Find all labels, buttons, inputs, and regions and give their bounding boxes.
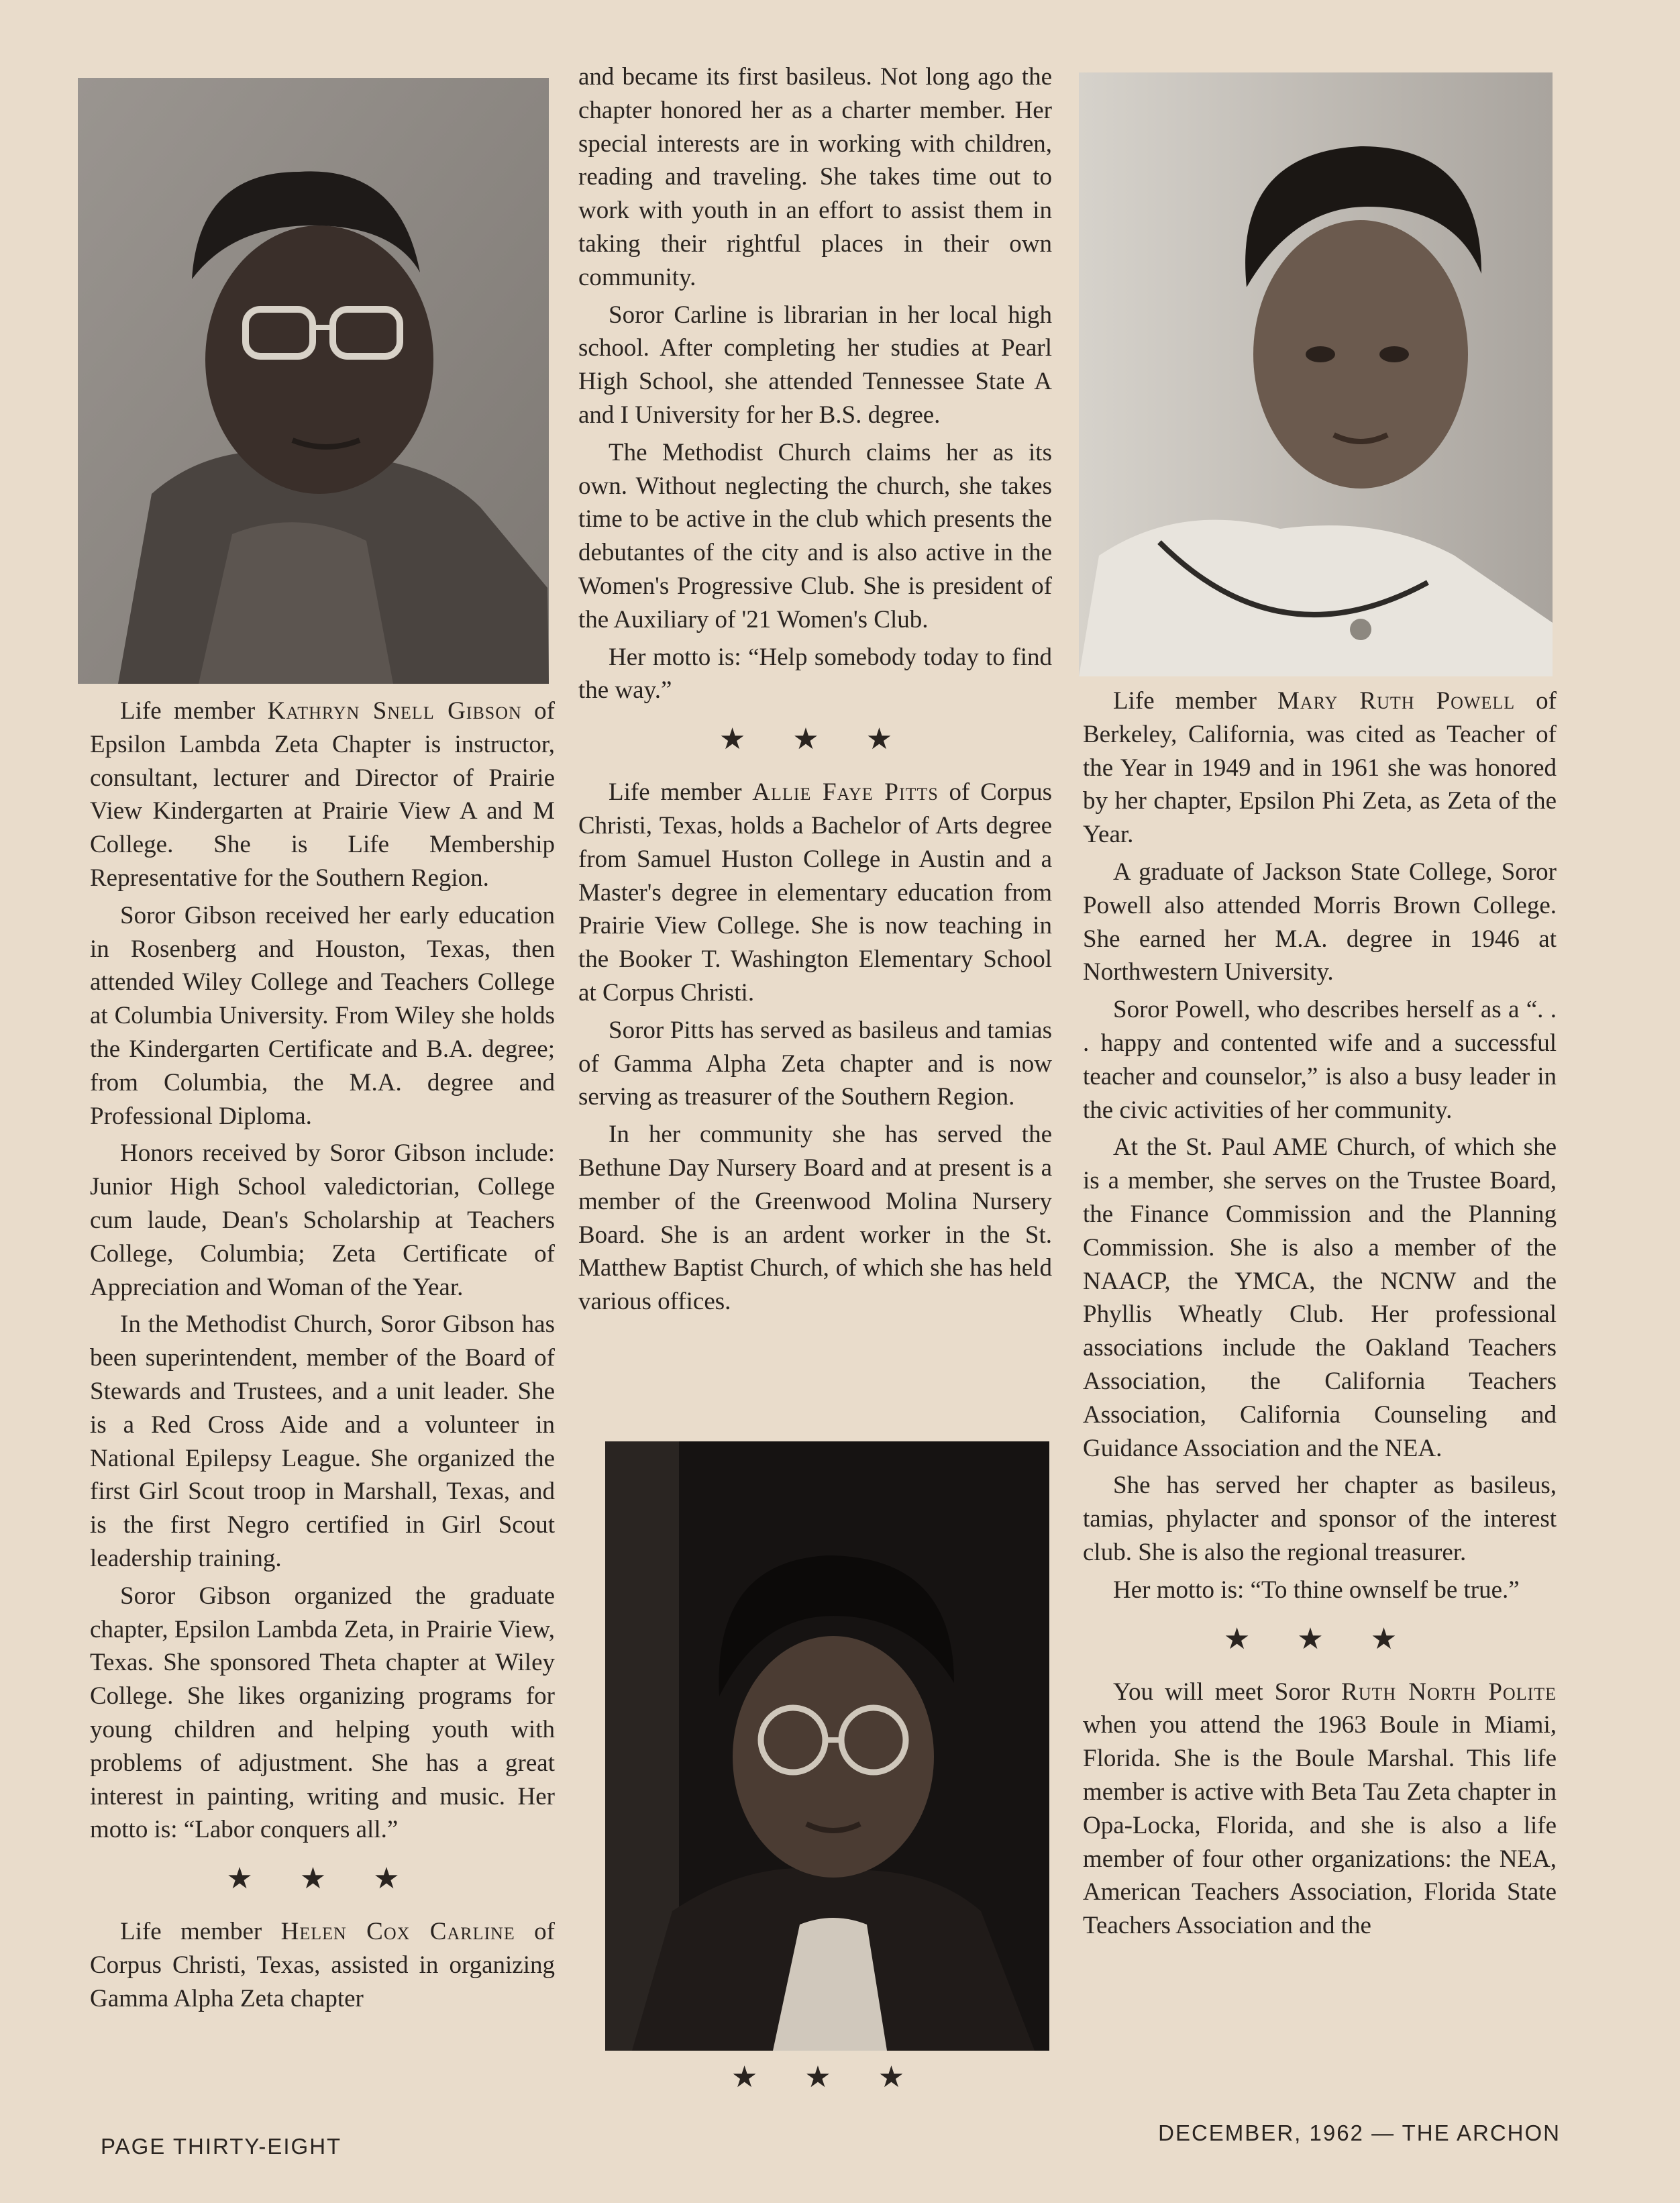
powell-paragraph-church: At the St. Paul AME Church, of which she is a member, she serves on the Trustee Board, the Finance Commission and the Planning Commission. She is also a member of the NAACP, the YMCA, the NCNW and the Phyllis Wheatly Club. Her professional associations include the Oakland Teachers Association, the California Teachers Association, California Counseling and Guidance Association and the NEA. [1083,1133,1557,1462]
carline-paragraph-intro: Life member Helen Cox Carline of Corpus Christi, Texas, assisted in organizing Gamma Alpha Zeta chapter [90,1918,556,2012]
name-allie-faye-pitts: Allie Faye Pitts [752,778,939,807]
photo-carline [605,1441,1049,2051]
gibson-paragraph-education: Soror Gibson received her early education in Rosenberg and Houston, Texas, then attended Wiley College and Teachers College at Columbia University. From Wiley she holds the Kindergarten Certificate and B.A. degree; from Columbia, the M.A. degree and Professional Diploma. [90,901,555,1130]
gibson-paragraph-organizing: Soror Gibson organized the graduate chapter, Epsilon Lambda Zeta, in Prairie View, Texas. She sponsored Theta chapter at Wiley College. She likes organizing programs for young children and helping youth with problems of adjustment. She has a great interest in painting, writing and music. Her motto is: “Labor conquers all.” [90,1582,555,1844]
powell-paragraph-intro: Life member Mary Ruth Powell of Berkeley, California, was cited as Teacher of the Year in 1949 and in 1961 she was honored by her chapter, Epsilon Phi Zeta, as Zeta of the Year. [1083,687,1557,849]
carline-paragraph-church: The Methodist Church claims her as its own. Without neglecting the church, she takes time to be active in the club which presents the debutantes of the city and is also active in the Women's Progressive Club. She is president of the Auxiliary of '21 Women's Club. [578,438,1052,633]
gibson-paragraph-church: In the Methodist Church, Soror Gibson has been superintendent, member of the Board of Stewards and Trustees, and a unit leader. She is a Red Cross Aide and a volunteer in National Epilepsy League. She organized the first Girl Scout troop in Marshall, Texas, and is the first Negro certified in Girl Scout leadership training. [90,1311,555,1572]
pitts-paragraph-community: In her community she has served the Bethune Day Nursery Board and at present is a member of the Greenwood Molina Nursery Board. She is an ardent worker in the St. Matthew Baptist Church, of which she has held various offices. [578,1121,1052,1316]
powell-paragraph-education: A graduate of Jackson State College, Soror Powell also attended Morris Brown College. She earned her M.A. degree in 1946 at Northwestern University. [1083,858,1557,986]
powell-paragraph-self-description: Soror Powell, who describes herself as a “. . . happy and contented wife and a successful teacher and counselor,” is also a busy leader in the civic activities of her community. [1083,996,1557,1124]
portrait-gibson-image [78,78,549,684]
name-kathryn-snell-gibson: Kathryn Snell Gibson [267,697,522,725]
column-2 [578,60,1052,1323]
portrait-carline-image [605,1441,1049,2051]
photo-gibson [78,78,549,684]
polite-paragraph-intro: You will meet Soror Ruth North Polite when you attend the 1963 Boule in Miami, Florida. She is the Boule Marshal. This life member is active with Beta Tau Zeta chapter in Opa-Locka, Florida, and she is also a life member of four other organizations: the NEA, American Teachers Association, Florida State Teachers Association and the [1083,1678,1557,1940]
column-1 [90,695,555,2019]
footer-issue-title: DECEMBER, 1962 — THE ARCHON [1158,2120,1561,2145]
portrait-powell-image [1079,72,1553,676]
gibson-paragraph-honors: Honors received by Soror Gibson include: Junior High School valedictorian, College cum laude, Dean's Scholarship at Teachers College, Columbia; Zeta Certificate of Appreciation and Woman of the Year. [90,1139,555,1301]
name-helen-cox-carline: Helen Cox Carline [280,1918,515,1946]
carline-paragraph-continued: and became its first basileus. Not long ago the chapter honored her as a charter member. Her special interests are in working with children, reading and traveling. She takes time out to work with youth in an effort to assist them in taking their rightful places in their own community. [578,63,1052,291]
name-ruth-north-polite: Ruth North Polite [1341,1678,1557,1706]
powell-paragraph-chapter: She has served her chapter as basileus, tamias, phylacter and sponsor of the interest club. She is also the regional treasurer. [1083,1472,1557,1566]
carline-photo-stars: ★ ★ ★ [731,2060,924,2094]
name-mary-ruth-powell: Mary Ruth Powell [1277,687,1516,715]
section-divider-stars: ★ ★ ★ [719,722,912,757]
footer-page-number: PAGE THIRTY-EIGHT [101,2134,342,2159]
carline-paragraph-motto: Her motto is: “Help somebody today to find the way.” [578,643,1052,705]
gibson-paragraph-intro: Life member Kathryn Snell Gibson of Epsilon Lambda Zeta Chapter is instructor, consultant, lecturer and Director of Prairie View Kindergarten at Prairie View A and M College. She is Life Membership Representative for the Southern Region. [90,697,555,892]
section-divider-stars: ★ ★ ★ [226,1861,419,1896]
powell-paragraph-motto: Her motto is: “To thine ownself be true.” [1113,1576,1520,1604]
column-3 [1083,684,1557,1947]
photo-powell [1079,72,1553,676]
pitts-paragraph-intro: Life member Allie Faye Pitts of Corpus Christi, Texas, holds a Bachelor of Arts degree from Samuel Huston College in Austin and a Master's degree in elementary education from Prairie View College. She is now teaching in the Booker T. Washington Elementary School at Corpus Christi. [578,778,1052,1007]
carline-paragraph-librarian: Soror Carline is librarian in her local high school. After completing her studies at Pearl High School, she attended Tennessee State A and I University for her B.S. degree. [578,301,1052,429]
pitts-paragraph-service: Soror Pitts has served as basileus and tamias of Gamma Alpha Zeta chapter and is now serving as treasurer of the Southern Region. [578,1016,1052,1111]
section-divider-stars: ★ ★ ★ [1223,1621,1416,1656]
